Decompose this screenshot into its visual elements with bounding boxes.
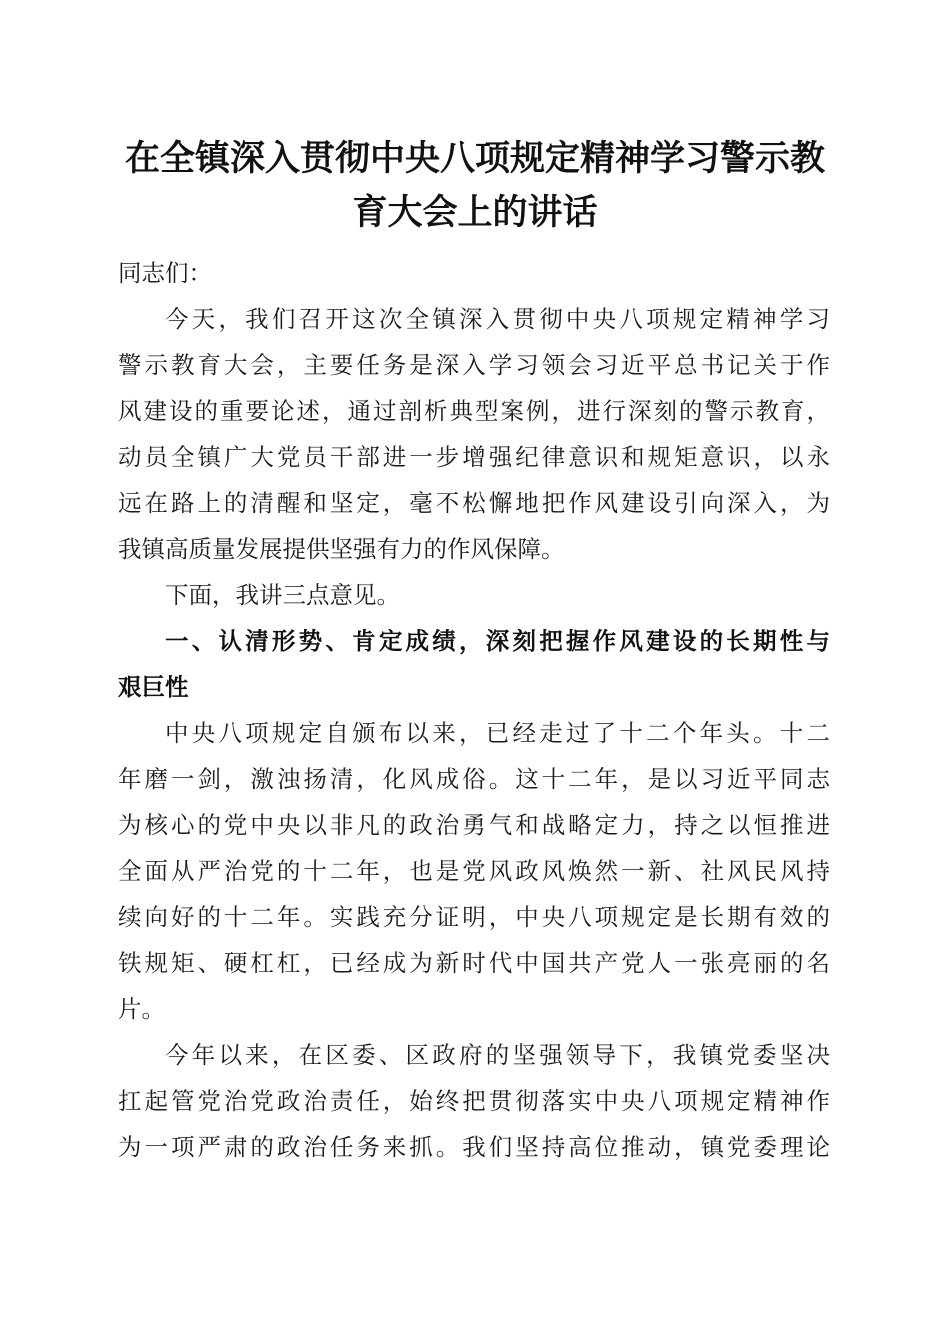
paragraph-line: 为核心的党中央以非凡的政治勇气和战略定力，持之以恒推进 [118,811,830,839]
section-heading: 一、认清形势、肯定成绩，深刻把握作风建设的长期性与 [165,627,830,655]
title-line: 在全镇深入贯彻中央八项规定精神学习警示教 [124,138,825,179]
paragraph-line: 今年以来，在区委、区政府的坚强领导下，我镇党委坚决 [165,1041,830,1069]
paragraph-line: 警示教育大会，主要任务是深入学习领会习近平总书记关于作 [118,351,830,379]
salutation: 同志们： [118,259,212,287]
paragraph-line: 续向好的十二年。实践充分证明，中央八项规定是长期有效的 [118,903,830,931]
paragraph-line: 片。 [118,995,165,1023]
paragraph-line: 我镇高质量发展提供坚强有力的作风保障。 [118,535,565,563]
paragraph-line: 全面从严治党的十二年，也是党风政风焕然一新、社风民风持 [118,857,830,885]
section-heading: 艰巨性 [118,673,189,701]
paragraph-line: 动员全镇广大党员干部进一步增强纪律意识和规矩意识，以永 [118,443,830,471]
document-title [110,132,840,240]
paragraph-line: 年磨一剑，激浊扬清，化风成俗。这十二年，是以习近平同志 [118,765,830,793]
paragraph-line: 下面，我讲三点意见。 [165,581,400,609]
paragraph-line: 扛起管党治党政治责任，始终把贯彻落实中央八项规定精神作 [118,1087,830,1115]
paragraph-line: 铁规矩、硬杠杠，已经成为新时代中国共产党人一张亮丽的名 [118,949,830,977]
paragraph-line: 为一项严肃的政治任务来抓。我们坚持高位推动，镇党委理论 [118,1133,830,1161]
paragraph-line: 中央八项规定自颁布以来，已经走过了十二个年头。十二 [165,719,830,747]
title-line: 育大会上的讲话 [352,192,598,233]
document-body [118,250,830,1170]
paragraph-line: 风建设的重要论述，通过剖析典型案例，进行深刻的警示教育， [118,397,830,425]
paragraph-line: 远在路上的清醒和坚定，毫不松懈地把作风建设引向深入，为 [118,489,830,517]
paragraph-line: 今天，我们召开这次全镇深入贯彻中央八项规定精神学习 [165,305,830,333]
